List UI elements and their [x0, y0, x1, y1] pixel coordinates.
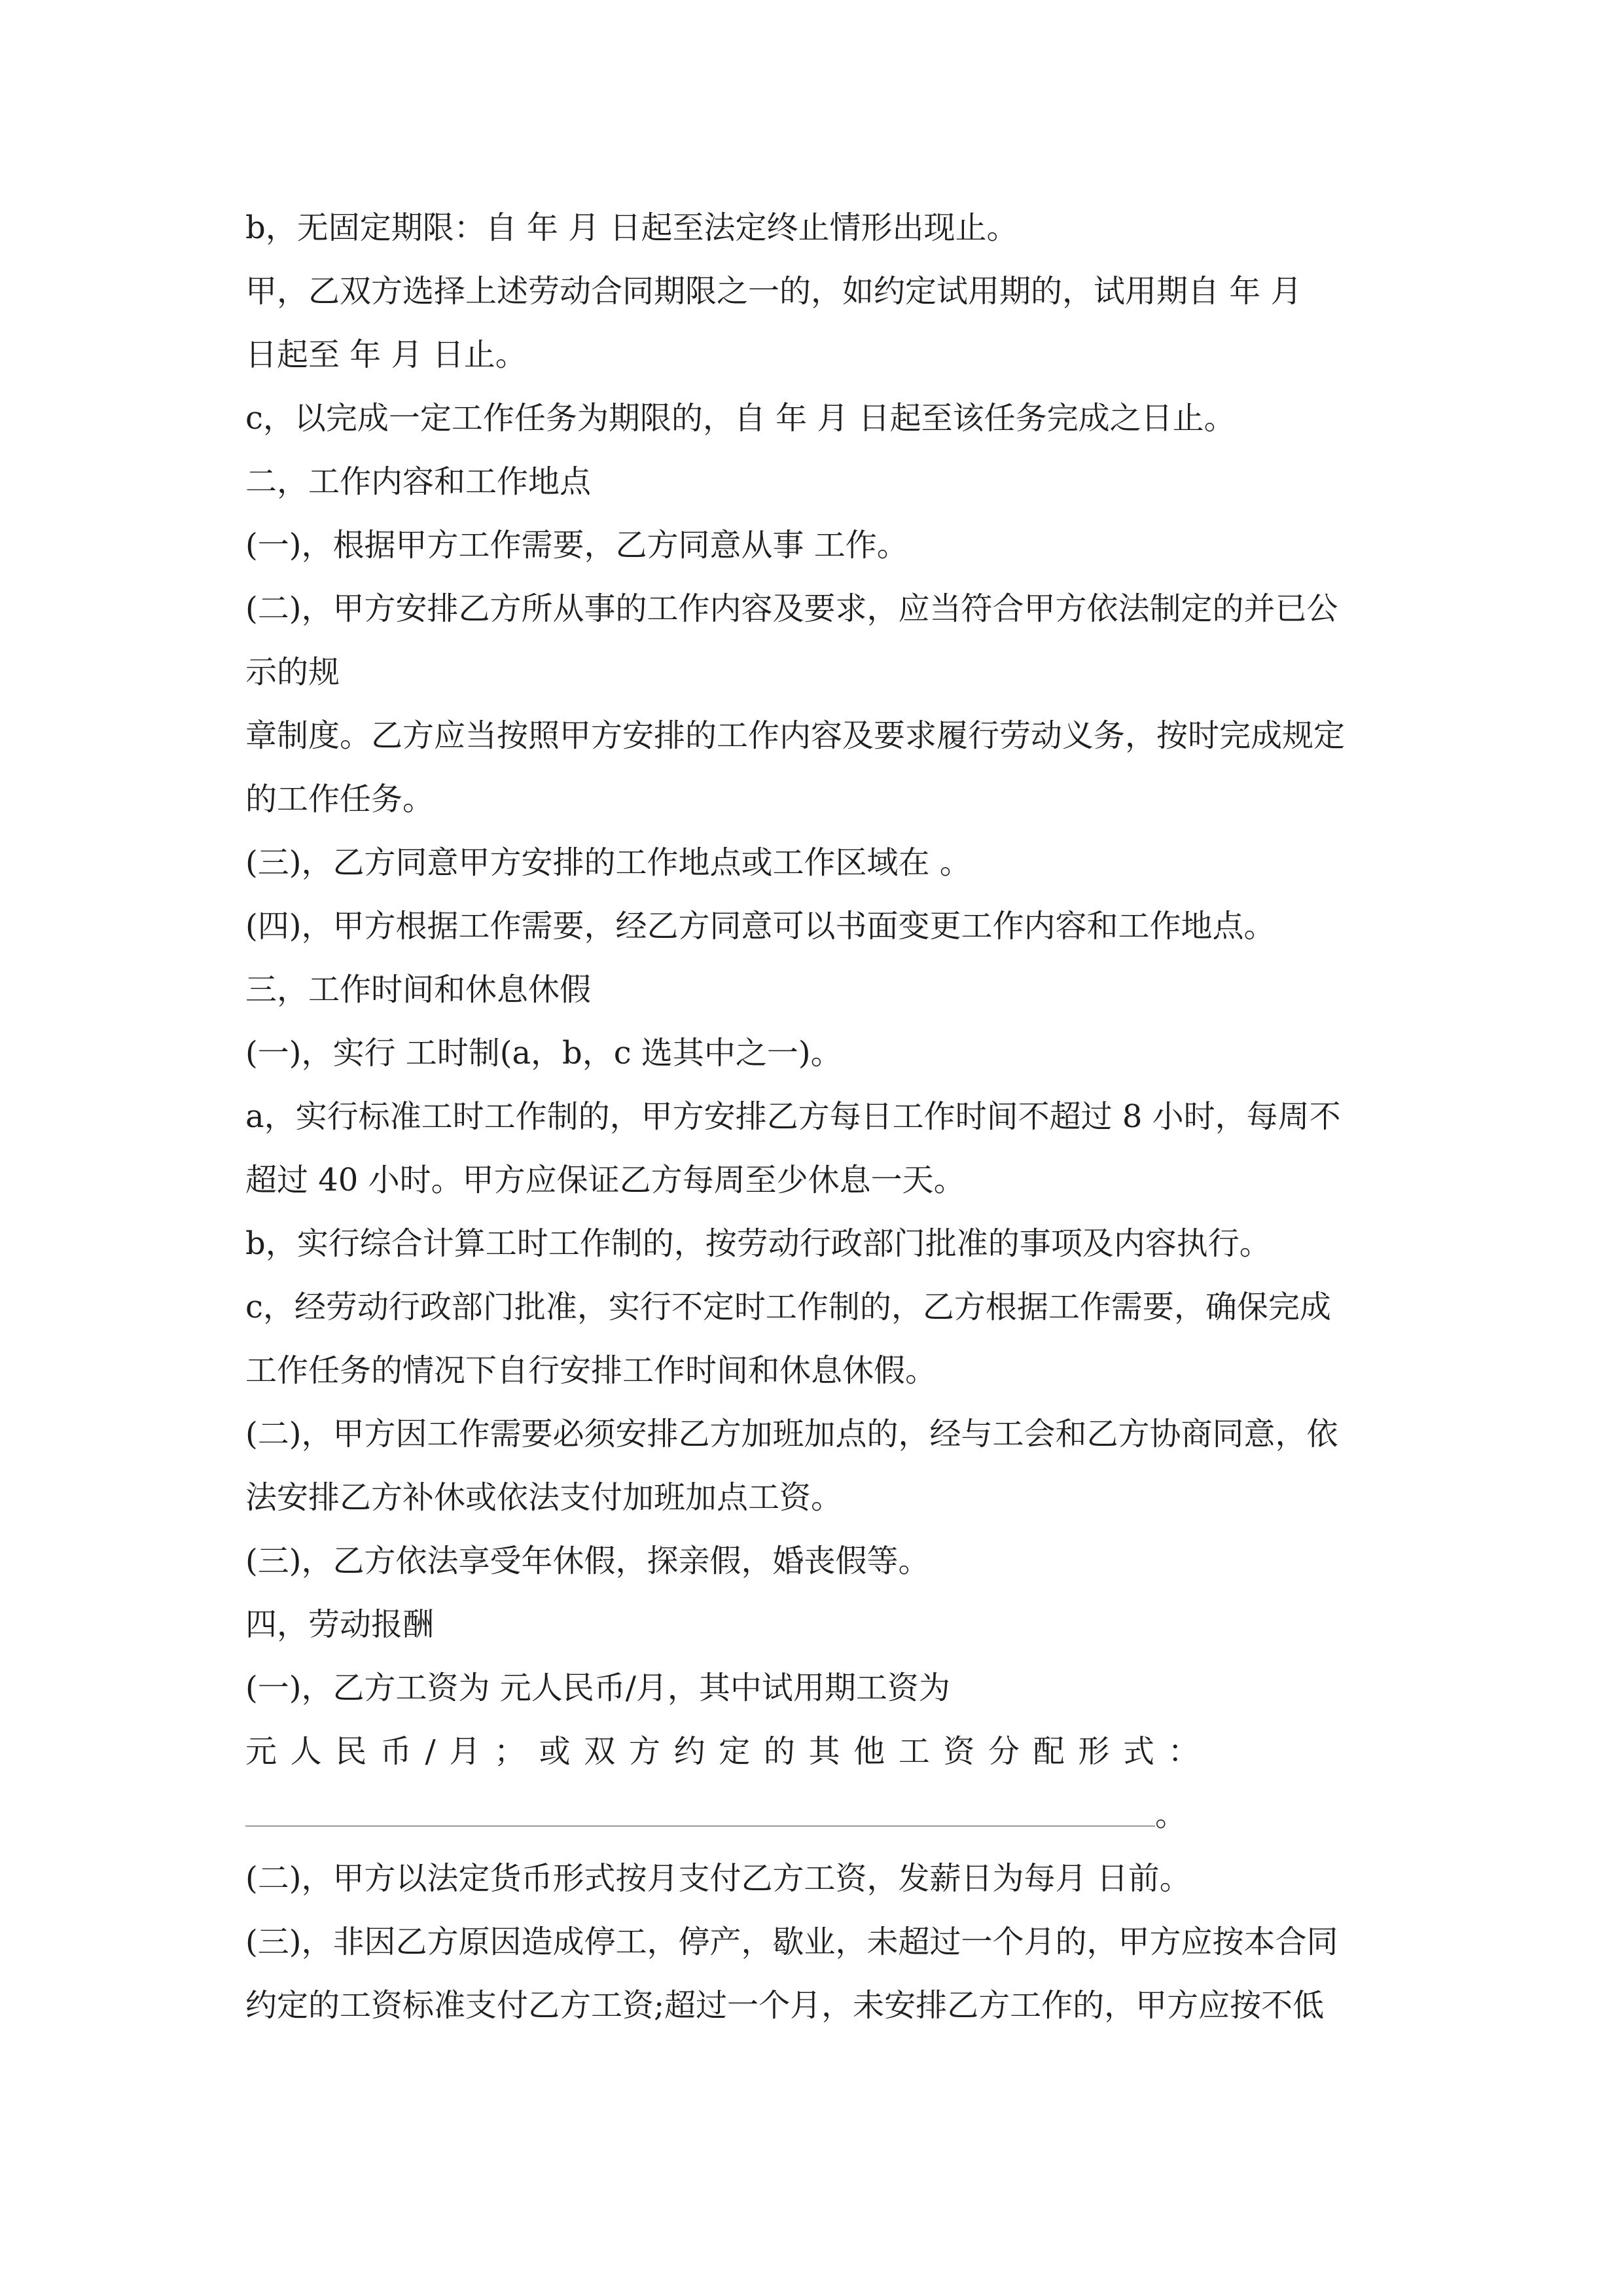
clause-line: (一)，乙方工资为 元人民币/月，其中试用期工资为 [245, 1670, 950, 1706]
clause-line: 章制度。乙方应当按照甲方安排的工作内容及要求履行劳动义务，按时完成规定 [245, 717, 1346, 754]
clause-line: (二)，甲方因工作需要必须安排乙方加班加点的，经与工会和乙方协商同意，依 [245, 1416, 1338, 1452]
wage-form-line: 元人民币/月；或双方约定的其他工资分配形式： [245, 1733, 1213, 1770]
clause-line: 约定的工资标准支付乙方工资;超过一个月，未安排乙方工作的，甲方应按不低 [245, 1987, 1325, 2024]
clause-line: (二)，甲方以法定货币形式按月支付乙方工资，发薪日为每月 日前。 [245, 1860, 1191, 1897]
section-heading: 四，劳动报酬 [245, 1606, 435, 1643]
clause-line: 超过 40 小时。甲方应保证乙方每周至少休息一天。 [245, 1162, 965, 1198]
clause-line: 工作任务的情况下自行安排工作时间和休息休假。 [245, 1352, 937, 1389]
fill-in-blank-underline [245, 1825, 1155, 1827]
document-body [245, 196, 1378, 2037]
fill-in-blank-period: 。 [1155, 1797, 1187, 1833]
clause-line: 示的规 [245, 654, 340, 691]
section-heading: 二，工作内容和工作地点 [245, 463, 592, 500]
clause-line: b，实行综合计算工时工作制的，按劳动行政部门批准的事项及内容执行。 [245, 1225, 1271, 1262]
clause-line: (三)，乙方依法享受年休假，探亲假，婚丧假等。 [245, 1543, 930, 1579]
clause-line: a，实行标准工时工作制的，甲方安排乙方每日工作时间不超过 8 小时，每周不 [245, 1098, 1341, 1135]
clause-line: (三)，乙方同意甲方安排的工作地点或工作区域在 。 [245, 844, 971, 881]
clause-line: (二)，甲方安排乙方所从事的工作内容及要求，应当符合甲方依法制定的并已公 [245, 590, 1338, 627]
clause-line: 的工作任务。 [245, 781, 435, 817]
clause-line: (一)，实行 工时制(a，b，c 选其中之一)。 [245, 1035, 842, 1071]
clause-line: (四)，甲方根据工作需要，经乙方同意可以书面变更工作内容和工作地点。 [245, 908, 1275, 944]
clause-line: 法安排乙方补休或依法支付加班加点工资。 [245, 1479, 843, 1516]
clause-line: (三)，非因乙方原因造成停工，停产，歇业，未超过一个月的，甲方应按本合同 [245, 1924, 1338, 1960]
clause-line: c，经劳动行政部门批准，实行不定时工作制的，乙方根据工作需要，确保完成 [245, 1289, 1331, 1325]
clause-line: 日起至 年 月 日止。 [245, 336, 527, 373]
clause-line: b，无固定期限：自 年 月 日起至法定终止情形出现止。 [245, 209, 1018, 246]
fill-in-blank-row [245, 1784, 1378, 1847]
clause-line: c，以完成一定工作任务为期限的，自 年 月 日起至该任务完成之日止。 [245, 400, 1236, 437]
clause-line: 甲，乙双方选择上述劳动合同期限之一的，如约定试用期的，试用期自 年 月 [245, 273, 1302, 310]
clause-line: (一)，根据甲方工作需要，乙方同意从事 工作。 [245, 527, 908, 564]
section-heading: 三，工作时间和休息休假 [245, 971, 592, 1008]
